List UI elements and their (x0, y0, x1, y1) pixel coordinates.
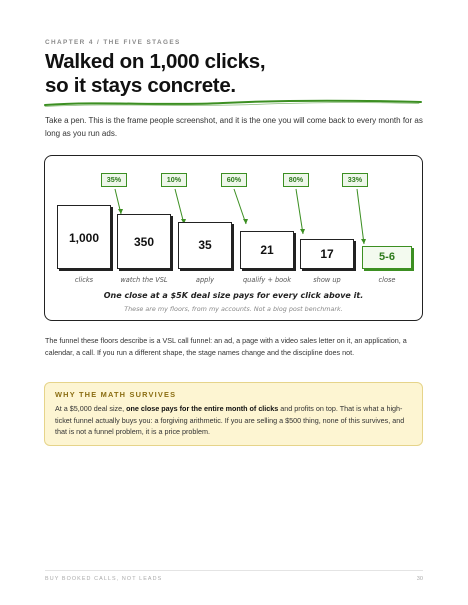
stage-value-apply: 35 (198, 238, 212, 252)
callout-text-start: At a $5,000 deal size, (55, 404, 127, 413)
stage-label-show: show up (313, 276, 341, 284)
stage-label-apply: apply (195, 276, 215, 284)
page-number: 30 (416, 576, 423, 582)
figure-subcaption: These are my floors, from my accounts. Not a blog post benchmark. (124, 305, 343, 313)
callout-text-end: and profits on top. That is what a high-ticket funnel actually buys you: a forgiving arithmetic. If you are selling a $500 thing, none of this survives, and that is not a funnel problem, it is a price problem. (55, 404, 405, 436)
stage-box-clicks (57, 205, 111, 269)
stage-box-qualify (240, 231, 294, 269)
arrow-4 (296, 189, 303, 234)
stage-label-clicks: clicks (74, 276, 94, 284)
rate-badge-2: 10% (161, 173, 187, 187)
stage-box-close (362, 246, 412, 269)
stage-value-vsl: 350 (133, 235, 155, 249)
stage-box-show (300, 239, 354, 269)
stage-value-clicks: 1,000 (68, 231, 100, 245)
rate-badge-3: 60% (221, 173, 247, 187)
stage-label-qualify: qualify + book (242, 276, 292, 284)
footer-divider (45, 570, 423, 571)
arrow-2 (175, 189, 184, 224)
title-line-1: Walked on 1,000 clicks, (45, 50, 266, 73)
stage-label-vsl: watch the VSL (120, 276, 168, 284)
stage-box-apply (178, 222, 232, 269)
rate-badge-4: 80% (283, 173, 309, 187)
rate-badge-5: 33% (342, 173, 368, 187)
footer-running-title: BUY BOOKED CALLS, NOT LEADS (45, 576, 163, 582)
callout-text-emphasis: one close pays for the entire month of clicks (126, 404, 279, 413)
stage-value-show: 17 (320, 247, 334, 261)
stage-value-qualify: 21 (260, 243, 274, 257)
rate-badge-1: 35% (101, 173, 127, 187)
stage-value-close: 5-6 (379, 251, 395, 263)
intro-paragraph: Take a pen. This is the frame people screenshot, and it is the one you will come back to every month for as long as you run ads. (45, 116, 423, 138)
chapter-kicker: CHAPTER 4 / THE FIVE STAGES (45, 39, 181, 46)
title-underline (43, 97, 423, 109)
arrow-3 (234, 189, 246, 224)
stage-label-close: close (378, 276, 396, 284)
page-title (45, 50, 425, 98)
title-line-2: so it stays concrete. (45, 74, 236, 97)
stage-box-vsl (117, 214, 171, 269)
callout-heading: WHY THE MATH SURVIVES (55, 390, 177, 399)
figure-caption: One close at a $5K deal size pays for every click above it. (103, 291, 364, 300)
callout-text (55, 403, 415, 438)
arrow-5 (357, 189, 364, 244)
body-paragraph: The funnel these floors describe is a VSL call funnel: an ad, a page with a video sales letter on it, an application, a calendar, a call. If you run a different shape, the stage names change and the discipline does not. (45, 336, 407, 357)
